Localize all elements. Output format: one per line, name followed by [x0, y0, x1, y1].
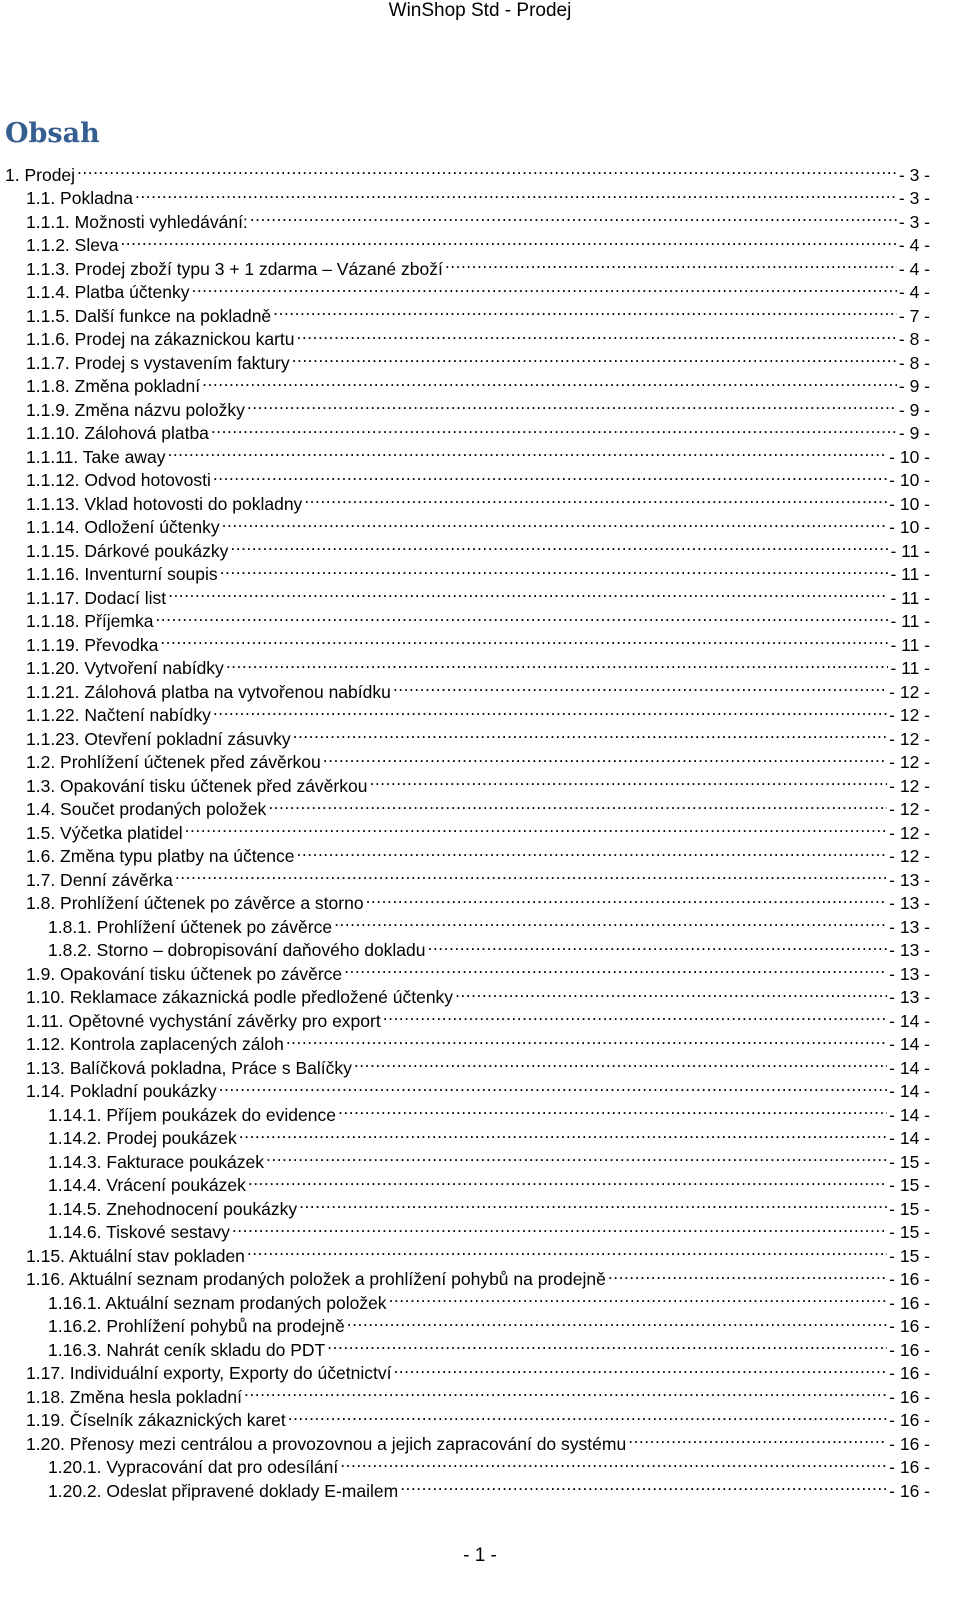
toc-entry-page: - 12 -: [889, 775, 930, 796]
toc-leader-dots: [297, 322, 897, 346]
toc-entry-title: 1.8.2. Storno – dobropisování daňového dokladu: [48, 940, 426, 960]
toc-entry-page: - 11 -: [890, 658, 930, 678]
page-header: WinShop Std - Prodej: [388, 0, 572, 21]
toc-entry-title: 1.1.3. Prodej zboží typu 3 + 1 zdarma – Vázané zboží: [26, 258, 443, 279]
toc-leader-dots: [273, 298, 897, 322]
toc-entry-title: 1.1.19. Převodka: [26, 634, 159, 655]
toc-entry-page: - 12 -: [889, 846, 930, 866]
toc-entry[interactable]: [5, 251, 930, 279]
toc-leader-dots: [393, 674, 887, 698]
toc-entry-page: - 15 -: [889, 1222, 930, 1242]
toc-entry-page: - 4 -: [898, 258, 930, 279]
toc-entry-title: 1.1.8. Změna pokladní: [26, 376, 201, 396]
toc-entry-title: 1.1.7. Prodej s vystavením faktury: [26, 352, 290, 373]
toc-entry-title: 1.1.2. Sleva: [26, 235, 119, 255]
toc-leader-dots: [288, 1403, 887, 1427]
toc-entry-title: 1.1.18. Příjemka: [26, 611, 154, 631]
toc-entry-title: 1.1.23. Otevření pokladní zásuvky: [26, 728, 291, 749]
toc-entry[interactable]: [5, 181, 930, 208]
toc-entry-page: - 8 -: [898, 352, 930, 373]
toc-leader-dots: [400, 1473, 887, 1497]
toc-entry-page: - 13 -: [889, 869, 930, 890]
toc-leader-dots: [175, 862, 887, 886]
toc-entry-page: - 16 -: [889, 1363, 930, 1383]
toc-entry-title: 1.9. Opakování tisku účtenek po závěrce: [26, 963, 343, 984]
toc-entry-title: 1.13. Balíčková pokladna, Práce s Balíčky: [26, 1057, 352, 1078]
toc-entry-title: 1.20.2. Odeslat připravené doklady E-mailem: [48, 1480, 399, 1501]
toc-leader-dots: [338, 1097, 887, 1121]
toc-entry-page: - 12 -: [889, 728, 930, 749]
toc-leader-dots: [347, 1309, 887, 1333]
toc-entry-page: - 11 -: [890, 587, 930, 608]
toc-entry-title: 1.10. Reklamace zákaznická podle předložené účtenky: [26, 987, 454, 1007]
toc-entry-title: 1.1.11. Take away: [26, 446, 166, 467]
toc-entry-title: 1.14.2. Prodej poukázek: [48, 1128, 237, 1148]
toc-entry-page: - 13 -: [889, 893, 930, 913]
toc-entry-page: - 9 -: [898, 399, 930, 420]
toc-leader-dots: [120, 228, 896, 252]
toc-entry-title: 1.1.6. Prodej na zákaznickou kartu: [26, 329, 295, 349]
toc-entry-page: - 15 -: [889, 1175, 930, 1195]
toc-entry-page: - 11 -: [890, 611, 930, 631]
toc-entry-title: 1.1.13. Vklad hotovosti do pokladny: [26, 493, 303, 514]
toc-entry-page: - 16 -: [889, 1410, 930, 1430]
toc-leader-dots: [213, 463, 887, 487]
toc-leader-dots: [389, 1285, 888, 1309]
page-number: - 1 -: [463, 1545, 497, 1566]
toc-leader-dots: [266, 1144, 887, 1168]
toc-entry-title: 1.14. Pokladní poukázky: [26, 1081, 217, 1101]
toc-leader-dots: [344, 956, 887, 980]
toc-leader-dots: [327, 1332, 887, 1356]
toc-entry-page: - 14 -: [889, 1034, 930, 1054]
toc-leader-dots: [369, 768, 887, 792]
toc-leader-dots: [220, 557, 889, 581]
toc-entry-page: - 7 -: [898, 305, 930, 326]
toc-entry-page: - 13 -: [889, 987, 930, 1007]
toc-entry-page: - 12 -: [889, 681, 930, 702]
toc-entry-page: - 10 -: [889, 517, 930, 537]
toc-entry[interactable]: [5, 204, 930, 232]
toc-entry-page: - 13 -: [889, 963, 930, 984]
toc-entry-title: 1.1.4. Platba účtenky: [26, 282, 190, 302]
toc-entry-page: - 11 -: [890, 540, 930, 561]
toc-entry-title: 1.15. Aktuální stav pokladen: [26, 1245, 245, 1266]
toc-entry-title: 1.12. Kontrola zaplacených záloh: [26, 1034, 284, 1054]
toc-leader-dots: [334, 909, 887, 933]
toc-entry[interactable]: [5, 228, 930, 255]
toc-entry-page: - 4 -: [898, 235, 930, 255]
toc-entry-title: 1.1.20. Vytvoření nabídky: [26, 658, 224, 678]
toc-entry-page: - 11 -: [890, 634, 930, 655]
toc-entry-page: - 10 -: [889, 493, 930, 514]
toc-leader-dots: [185, 815, 888, 839]
toc-entry-title: 1.5. Výčetka platidel: [26, 822, 183, 843]
toc-entry-page: - 12 -: [889, 799, 930, 819]
toc-entry-title: 1.14.6. Tiskové sestavy: [48, 1222, 230, 1242]
toc-leader-dots: [354, 1050, 887, 1074]
toc-leader-dots: [232, 1215, 887, 1239]
toc-entry-page: - 15 -: [889, 1151, 930, 1172]
toc-entry-title: 1.4. Součet prodaných položek: [26, 799, 267, 819]
toc-entry-page: - 15 -: [889, 1198, 930, 1219]
toc-entry-page: - 16 -: [889, 1480, 930, 1501]
toc-entry-title: 1.14.5. Znehodnocení poukázky: [48, 1198, 298, 1219]
toc-entry-page: - 12 -: [889, 752, 930, 772]
toc-leader-dots: [340, 1450, 887, 1474]
toc-entry-page: - 10 -: [889, 470, 930, 490]
toc-leader-dots: [628, 1426, 887, 1450]
toc-entry-page: - 14 -: [889, 1010, 930, 1031]
toc-leader-dots: [268, 792, 887, 816]
toc-entry[interactable]: [5, 157, 930, 185]
toc-entry-title: 1.1.10. Zálohová platba: [26, 423, 209, 443]
toc-leader-dots: [222, 510, 888, 534]
toc-entry-page: - 13 -: [889, 916, 930, 937]
toc-entry-title: 1. Prodej: [5, 164, 76, 185]
toc-entry-title: 1.18. Změna hesla pokladní: [26, 1386, 242, 1407]
toc-entry-title: 1.16.1. Aktuální seznam prodaných položek: [48, 1292, 387, 1313]
toc-entry-title: 1.1.12. Odvod hotovosti: [26, 470, 211, 490]
toc-leader-dots: [219, 1074, 887, 1098]
toc-entry-page: - 16 -: [889, 1292, 930, 1313]
toc-entry-title: 1.1. Pokladna: [26, 188, 134, 208]
toc-leader-dots: [168, 580, 888, 604]
toc-entry-title: 1.14.4. Vrácení poukázek: [48, 1175, 246, 1195]
toc-leader-dots: [428, 933, 888, 957]
toc-entry-title: 1.11. Opětovné vychystání závěrky pro export: [26, 1010, 381, 1031]
toc-entry-title: 1.1.9. Změna názvu položky: [26, 399, 245, 420]
toc-title: Obsah: [5, 118, 100, 149]
toc-entry-page: - 14 -: [889, 1128, 930, 1148]
toc-leader-dots: [135, 181, 897, 205]
toc-entry-page: - 3 -: [898, 211, 930, 232]
toc-entry-title: 1.14.1. Příjem poukázek do evidence: [48, 1104, 336, 1125]
toc-entry-page: - 16 -: [889, 1386, 930, 1407]
toc-entry-title: 1.20.1. Vypracování dat pro odesílání: [48, 1457, 339, 1477]
toc-entry-title: 1.14.3. Fakturace poukázek: [48, 1151, 264, 1172]
toc-entry-page: - 16 -: [889, 1433, 930, 1454]
toc-entry-title: 1.6. Změna typu platby na účtence: [26, 846, 295, 866]
toc-leader-dots: [445, 251, 897, 275]
toc-entry-page: - 15 -: [889, 1245, 930, 1266]
toc-leader-dots: [304, 486, 887, 510]
toc-entry-page: - 12 -: [889, 822, 930, 843]
toc-entry-page: - 16 -: [889, 1269, 930, 1289]
toc-entry-page: - 3 -: [898, 164, 930, 185]
toc-entry-page: - 14 -: [889, 1104, 930, 1125]
toc-leader-dots: [299, 1191, 887, 1215]
toc-entry-title: 1.1.21. Zálohová platba na vytvořenou nabídku: [26, 681, 391, 702]
toc-leader-dots: [211, 416, 897, 440]
toc-entry-page: - 14 -: [889, 1081, 930, 1101]
toc-leader-dots: [297, 839, 888, 863]
toc-entry-title: 1.1.5. Další funkce na pokladně: [26, 305, 272, 326]
toc-leader-dots: [191, 275, 896, 299]
toc-leader-dots: [383, 1003, 887, 1027]
toc-leader-dots: [292, 345, 897, 369]
toc-leader-dots: [247, 1238, 887, 1262]
toc-leader-dots: [244, 1379, 887, 1403]
toc-leader-dots: [250, 204, 897, 228]
toc-leader-dots: [393, 1356, 887, 1380]
toc-entry-page: - 4 -: [898, 282, 930, 302]
toc-entry-page: - 9 -: [898, 423, 930, 443]
toc-entry-title: 1.8. Prohlížení účtenek po závěrce a storno: [26, 893, 364, 913]
toc-entry-title: 1.3. Opakování tisku účtenek před závěrkou: [26, 775, 368, 796]
toc-entry-page: - 10 -: [889, 446, 930, 467]
toc-entry-title: 1.16. Aktuální seznam prodaných položek a prohlížení pohybů na prodejně: [26, 1269, 606, 1289]
toc-leader-dots: [366, 886, 888, 910]
toc-entry-page: - 14 -: [889, 1057, 930, 1078]
toc-entry-page: - 8 -: [898, 329, 930, 349]
toc-entry-title: 1.1.17. Dodací list: [26, 587, 167, 608]
toc-entry-title: 1.7. Denní závěrka: [26, 869, 173, 890]
toc-entry-title: 1.1.1. Možnosti vyhledávání:: [26, 211, 248, 232]
toc-entry-title: 1.16.2. Prohlížení pohybů na prodejně: [48, 1316, 345, 1336]
toc-leader-dots: [239, 1121, 887, 1145]
toc-entry-title: 1.8.1. Prohlížení účtenek po závěrce: [48, 916, 333, 937]
toc-entry-title: 1.1.14. Odložení účtenky: [26, 517, 220, 537]
toc-entry-page: - 16 -: [889, 1316, 930, 1336]
toc-leader-dots: [202, 369, 897, 393]
toc-leader-dots: [248, 1168, 887, 1192]
toc-leader-dots: [77, 157, 897, 181]
toc-leader-dots: [323, 745, 887, 769]
table-of-contents: [5, 157, 930, 1501]
toc-leader-dots: [247, 392, 897, 416]
toc-leader-dots: [230, 533, 888, 557]
toc-entry-page: - 16 -: [889, 1339, 930, 1360]
toc-entry-title: 1.16.3. Nahrát ceník skladu do PDT: [48, 1339, 326, 1360]
toc-leader-dots: [455, 980, 887, 1004]
toc-entry-page: - 16 -: [889, 1457, 930, 1477]
toc-leader-dots: [293, 721, 888, 745]
toc-entry-title: 1.19. Číselník zákaznických karet: [26, 1410, 286, 1430]
toc-leader-dots: [226, 651, 889, 675]
toc-entry-page: - 9 -: [898, 376, 930, 396]
toc-entry-page: - 12 -: [889, 705, 930, 725]
toc-leader-dots: [286, 1027, 887, 1051]
toc-entry-title: 1.1.22. Načtení nabídky: [26, 705, 211, 725]
toc-entry-title: 1.20. Přenosy mezi centrálou a provozovnou a jejich zapracování do systému: [26, 1433, 627, 1454]
toc-entry-title: 1.1.15. Dárkové poukázky: [26, 540, 229, 561]
toc-leader-dots: [160, 627, 888, 651]
toc-leader-dots: [167, 439, 887, 463]
toc-entry-title: 1.2. Prohlížení účtenek před závěrkou: [26, 752, 321, 772]
toc-leader-dots: [155, 604, 888, 628]
toc-entry-page: - 3 -: [898, 188, 930, 208]
toc-entry-title: 1.17. Individuální exporty, Exporty do účetnictví: [26, 1363, 392, 1383]
toc-leader-dots: [213, 698, 887, 722]
toc-leader-dots: [608, 1262, 887, 1286]
toc-entry-page: - 13 -: [889, 940, 930, 960]
toc-entry-title: 1.1.16. Inventurní soupis: [26, 564, 218, 584]
toc-entry-page: - 11 -: [890, 564, 930, 584]
